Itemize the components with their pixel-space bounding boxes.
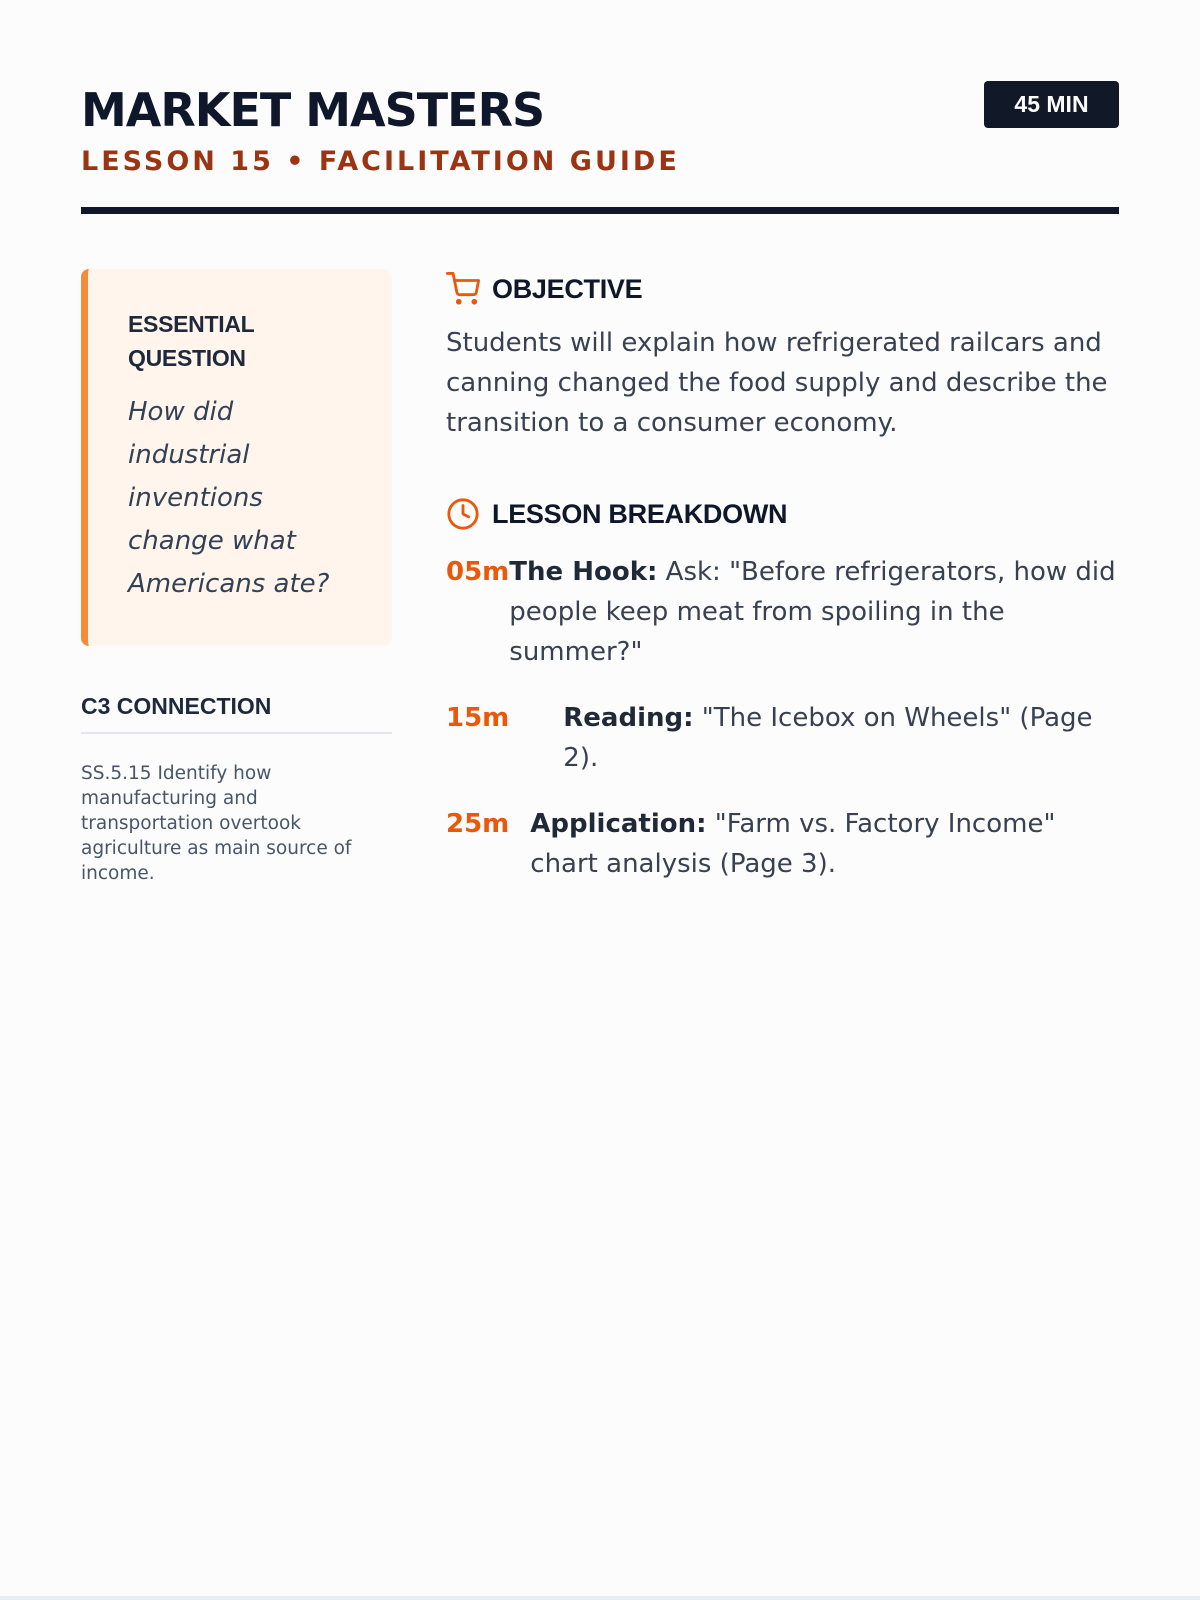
breakdown-description <box>509 552 1119 672</box>
breakdown-text: "The Icebox on Wheels" (Page 2). <box>563 703 1093 773</box>
breakdown-time: 25m <box>446 809 510 839</box>
lesson-breakdown <box>446 494 1119 884</box>
breakdown-title: LESSON BREAKDOWN <box>492 498 788 529</box>
shopping-cart-icon <box>446 272 480 306</box>
main-column <box>446 269 1119 886</box>
breakdown-text: Ask: "Before refrigerators, how did people keep meat from spoiling in the summer?" <box>509 557 1116 667</box>
c3-connection-text: SS.5.15 Identify how manufacturing and transportation overtook agriculture as main source of income. <box>81 763 352 884</box>
duration-badge: 45 MIN <box>984 81 1119 128</box>
page-subtitle: LESSON 15 • FACILITATION GUIDE <box>81 146 680 177</box>
breakdown-time: 15m <box>446 703 510 733</box>
sidebar <box>81 269 392 886</box>
objective-title: OBJECTIVE <box>492 273 643 304</box>
breakdown-heading <box>446 494 1119 534</box>
breakdown-description <box>563 698 1119 778</box>
breakdown-item <box>446 698 1119 778</box>
breakdown-item <box>446 804 1119 884</box>
page-header <box>81 78 1119 214</box>
breakdown-label: The Hook: <box>509 557 658 587</box>
breakdown-time: 05m <box>446 557 510 587</box>
essential-question-callout <box>81 269 392 646</box>
main-content <box>81 269 1119 886</box>
c3-connection-heading: C3 CONNECTION <box>81 690 392 734</box>
breakdown-description <box>530 804 1119 884</box>
breakdown-label: Application: <box>530 809 707 839</box>
clock-icon <box>446 497 480 531</box>
essential-question-text: How did industrial inventions change what Americans ate? <box>128 397 330 599</box>
objective-text: Students will explain how refrigerated railcars and canning changed the food supply and describe the transition to a consumer economy. <box>446 328 1108 438</box>
page-title: MARKET MASTERS <box>81 83 545 137</box>
objective-heading <box>446 269 1119 309</box>
breakdown-item <box>446 552 1119 672</box>
breakdown-text: "Farm vs. Factory Income" chart analysis (Page 3). <box>530 809 1056 879</box>
essential-question-label: ESSENTIAL QUESTION <box>128 311 254 371</box>
breakdown-label: Reading: <box>563 703 694 733</box>
